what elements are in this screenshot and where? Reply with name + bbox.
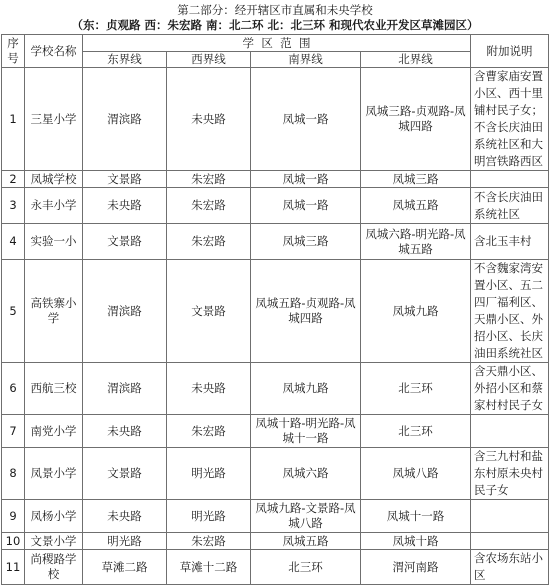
cell-east: 渭滨路 <box>83 363 167 415</box>
cell-school: 凤景小学 <box>25 448 83 500</box>
cell-east: 渭滨路 <box>83 260 167 363</box>
cell-east: 渭滨路 <box>83 68 167 171</box>
cell-south: 凤城五路-贞观路-凤城四路 <box>251 260 361 363</box>
table-row <box>2 68 549 171</box>
cell-west: 未央路 <box>167 363 251 415</box>
cell-no: 10 <box>2 533 25 550</box>
table-row <box>2 224 549 260</box>
cell-note <box>471 500 549 533</box>
cell-note: 含曹家庙安置小区、西十里铺村民子女；不含长庆油田系统社区和大明宫铁路西区 <box>471 68 549 171</box>
table-row <box>2 533 549 550</box>
cell-no: 6 <box>2 363 25 415</box>
cell-west: 朱宏路 <box>167 188 251 224</box>
cell-school: 凤城学校 <box>25 171 83 188</box>
header-range: 学 区 范 围 <box>83 35 471 52</box>
cell-south: 凤城九路 <box>251 363 361 415</box>
cell-north: 凤城五路 <box>361 188 471 224</box>
cell-north: 凤城十路 <box>361 533 471 550</box>
cell-west: 明光路 <box>167 448 251 500</box>
cell-school: 凤杨小学 <box>25 500 83 533</box>
table-row <box>2 260 549 363</box>
cell-north: 北三环 <box>361 415 471 448</box>
cell-school: 实验一小 <box>25 224 83 260</box>
cell-no: 3 <box>2 188 25 224</box>
cell-south: 凤城一路 <box>251 68 361 171</box>
table-row <box>2 448 549 500</box>
table-row <box>2 171 549 188</box>
cell-no: 5 <box>2 260 25 363</box>
cell-south: 凤城六路 <box>251 448 361 500</box>
subheader-row <box>2 52 549 68</box>
cell-west: 明光路 <box>167 500 251 533</box>
cell-west: 文景路 <box>167 260 251 363</box>
cell-note: 不含魏家湾安置小区、五二四厂福利区、天鼎小区、外招小区、长庆油田系统社区 <box>471 260 549 363</box>
cell-east: 文景路 <box>83 224 167 260</box>
cell-south: 凤城五路 <box>251 533 361 550</box>
cell-school: 三星小学 <box>25 68 83 171</box>
cell-north: 凤城六路-明光路-凤城五路 <box>361 224 471 260</box>
cell-south: 北三环 <box>251 550 361 585</box>
cell-north: 渭河南路 <box>361 550 471 585</box>
cell-no: 11 <box>2 550 25 585</box>
cell-west: 朱宏路 <box>167 415 251 448</box>
cell-west: 朱宏路 <box>167 171 251 188</box>
cell-school: 南党小学 <box>25 415 83 448</box>
header-row <box>2 35 549 52</box>
cell-south: 凤城三路 <box>251 224 361 260</box>
table-row <box>2 415 549 448</box>
cell-north: 凤城八路 <box>361 448 471 500</box>
header-school: 学校名称 <box>25 35 83 68</box>
cell-note <box>471 415 549 448</box>
cell-note: 含天鼎小区、外招小区和蔡家村村民子女 <box>471 363 549 415</box>
cell-note: 不含长庆油田系统社区 <box>471 188 549 224</box>
cell-school: 西航三校 <box>25 363 83 415</box>
cell-school: 高铁寨小学 <box>25 260 83 363</box>
cell-east: 文景路 <box>83 448 167 500</box>
cell-east: 未央路 <box>83 500 167 533</box>
cell-east: 未央路 <box>83 188 167 224</box>
cell-school: 尚稷路学校 <box>25 550 83 585</box>
cell-west: 未央路 <box>167 68 251 171</box>
cell-no: 9 <box>2 500 25 533</box>
header-no: 序号 <box>2 35 25 68</box>
cell-no: 8 <box>2 448 25 500</box>
cell-south: 凤城九路-文景路-凤城八路 <box>251 500 361 533</box>
header-west: 西界线 <box>167 52 251 68</box>
cell-north: 凤城三路-贞观路-凤城四路 <box>361 68 471 171</box>
cell-no: 7 <box>2 415 25 448</box>
cell-south: 凤城一路 <box>251 188 361 224</box>
header-note: 附加说明 <box>471 35 549 68</box>
cell-note <box>471 171 549 188</box>
cell-east: 文景路 <box>83 171 167 188</box>
cell-east: 未央路 <box>83 415 167 448</box>
cell-school: 永丰小学 <box>25 188 83 224</box>
cell-north: 凤城十一路 <box>361 500 471 533</box>
cell-note: 含农场东站小区 <box>471 550 549 585</box>
cell-east: 明光路 <box>83 533 167 550</box>
cell-west: 朱宏路 <box>167 533 251 550</box>
cell-note: 含三九村和盐东村原未央村民子女 <box>471 448 549 500</box>
table-row <box>2 500 549 533</box>
page-subtitle: （东：贞观路 西：朱宏路 南：北二环 北：北三环 和现代农业开发区草滩园区） <box>71 18 479 32</box>
school-zone-table <box>1 34 549 585</box>
cell-south: 凤城十路-明光路-凤城十一路 <box>251 415 361 448</box>
page-title: 第二部分：经开辖区市直属和未央学校 <box>177 3 373 17</box>
cell-no: 4 <box>2 224 25 260</box>
cell-note <box>471 533 549 550</box>
header-north: 北界线 <box>361 52 471 68</box>
cell-note: 含北玉丰村 <box>471 224 549 260</box>
header-east: 东界线 <box>83 52 167 68</box>
cell-east: 草滩二路 <box>83 550 167 585</box>
cell-no: 1 <box>2 68 25 171</box>
table-row <box>2 363 549 415</box>
cell-school: 文景小学 <box>25 533 83 550</box>
cell-north: 凤城三路 <box>361 171 471 188</box>
cell-no: 2 <box>2 171 25 188</box>
table-row <box>2 188 549 224</box>
cell-west: 草滩十二路 <box>167 550 251 585</box>
cell-north: 北三环 <box>361 363 471 415</box>
cell-south: 凤城一路 <box>251 171 361 188</box>
header-south: 南界线 <box>251 52 361 68</box>
cell-west: 朱宏路 <box>167 224 251 260</box>
table-row <box>2 550 549 585</box>
cell-north: 凤城九路 <box>361 260 471 363</box>
